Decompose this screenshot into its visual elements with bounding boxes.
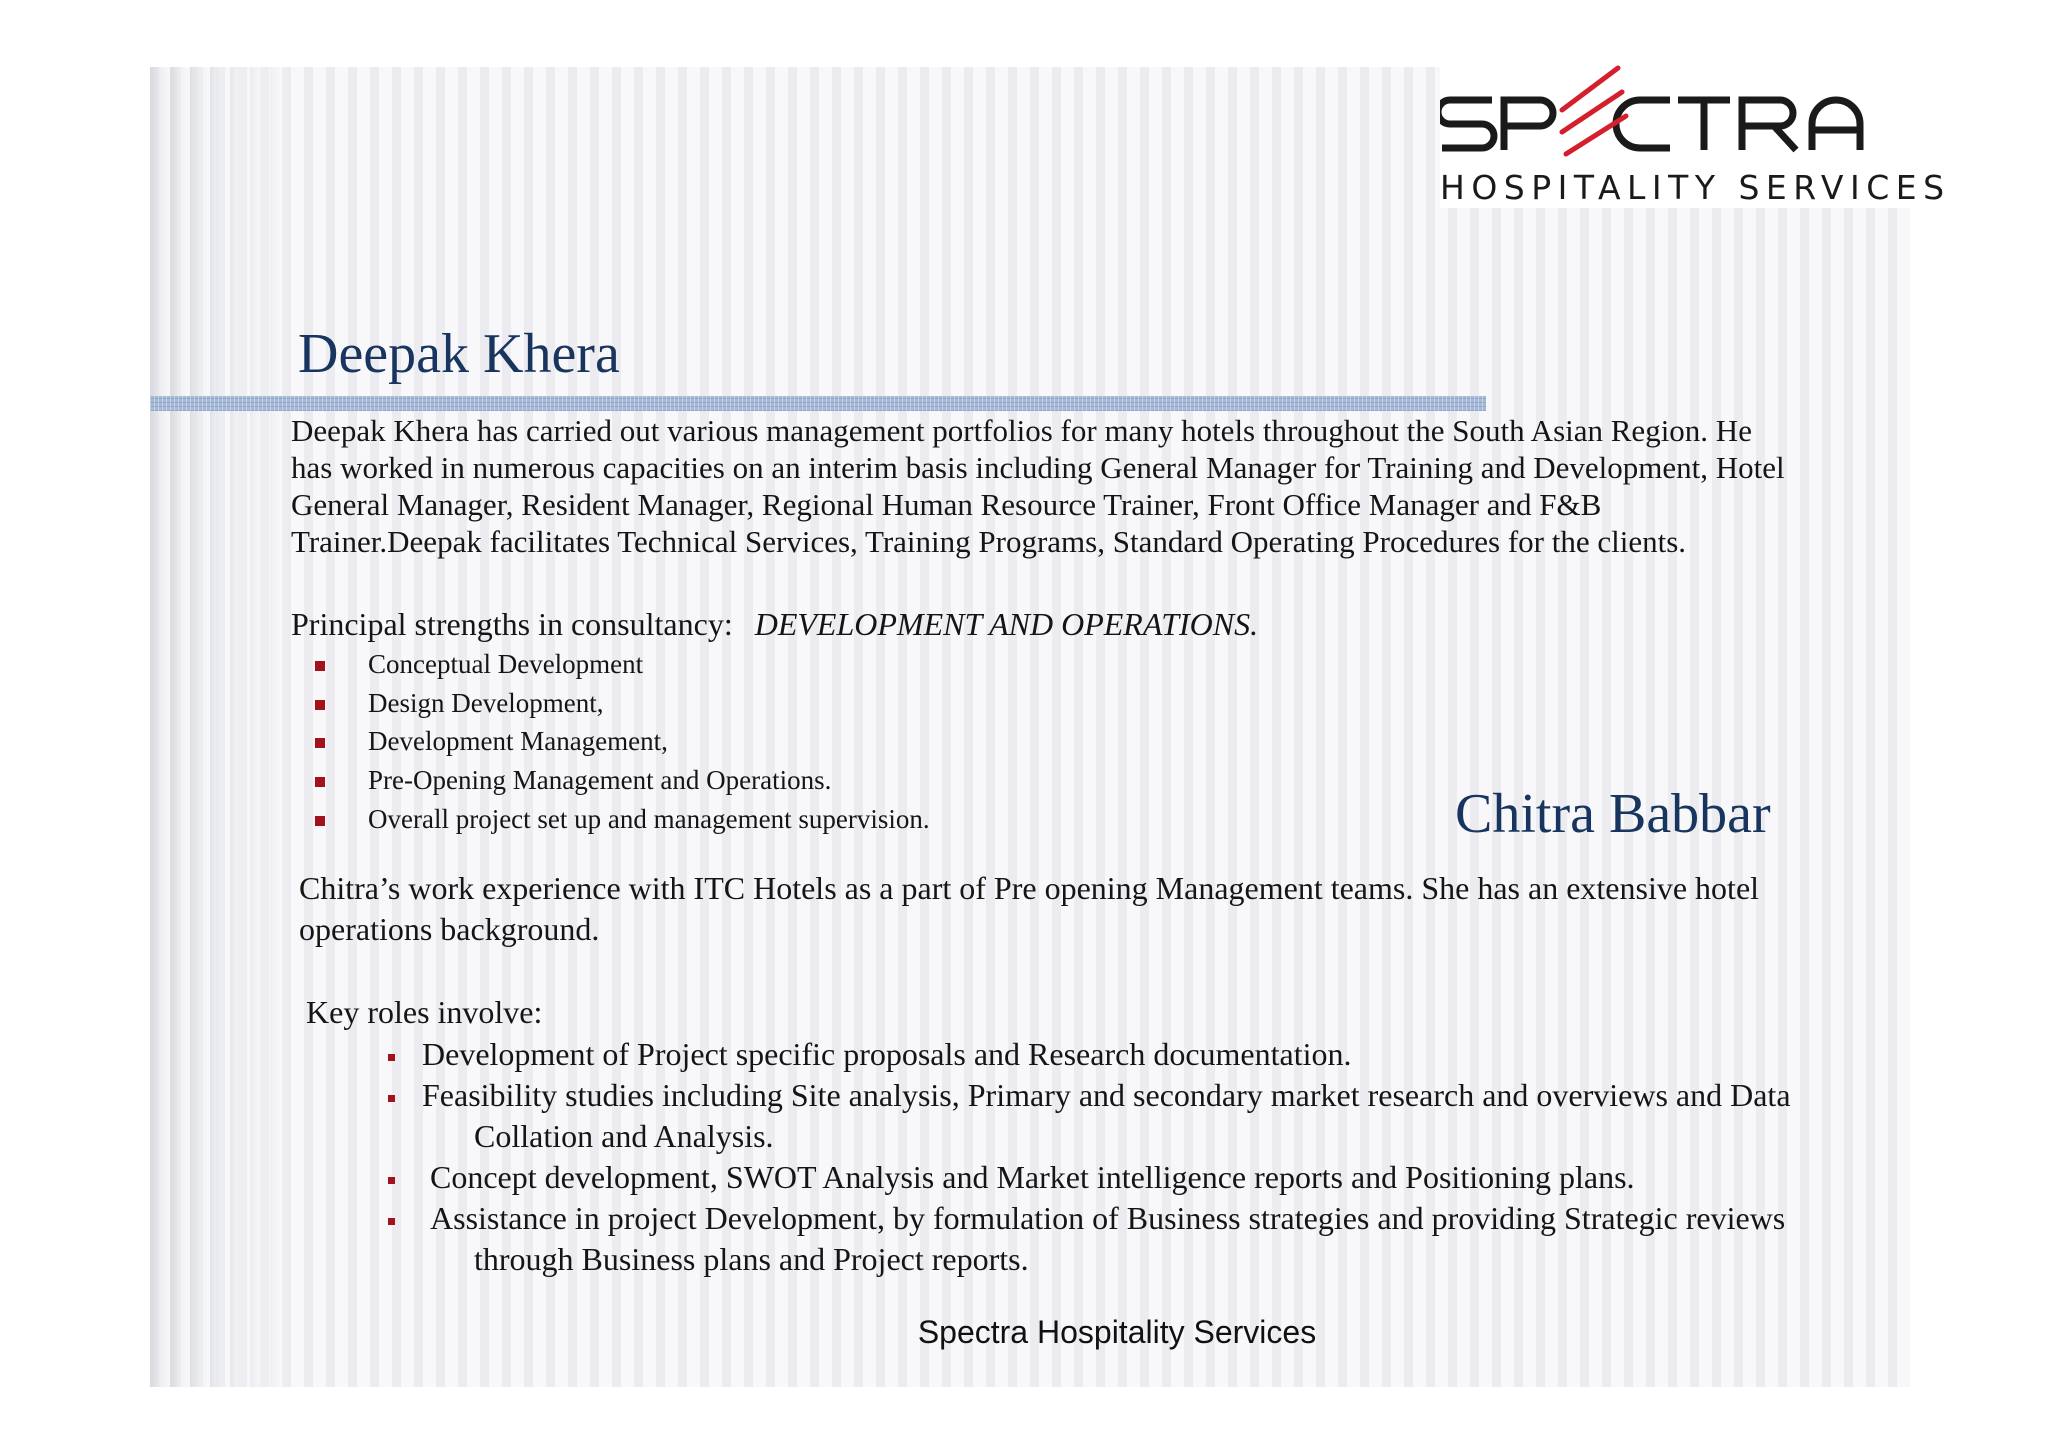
square-bullet-icon [388, 1177, 395, 1184]
strengths-list [312, 645, 930, 838]
footer-text: Spectra Hospitality Services [917, 1314, 1317, 1350]
list-item [312, 800, 930, 839]
list-item-text: Design Development, [368, 687, 604, 718]
profile-bio-deepak: Deepak Khera has carried out various management portfolios for many hotels throughout the South Asian Region. He has worked in numerous capacities on an interim basis including General Manager for Training and Development, Hotel General Manager, Resident Manager, Regional Human Resource Trainer, Front Office Manager and F&B Trainer.Deepak facilitates Technical Services, Training Programs, Standard Operating Procedures for the clients. [291, 413, 1785, 559]
list-item-continuation: Collation and Analysis. [474, 1118, 774, 1154]
list-item [312, 761, 930, 800]
list-item [380, 1198, 1880, 1280]
list-item-text: Conceptual Development [368, 649, 644, 679]
section-divider [150, 396, 1486, 411]
list-item [312, 645, 930, 684]
logo-tagline: HOSPITALITY SERVICES [1440, 168, 1951, 207]
spectra-logo [1440, 58, 1951, 208]
strengths-label: Principal strengths in consultancy: [291, 606, 733, 642]
list-item-text: Assistance in project Development, by formulation of Business strategies and providing Strategic reviews [430, 1200, 1786, 1236]
list-item [380, 1157, 1880, 1198]
square-bullet-icon [315, 661, 325, 671]
square-bullet-icon [315, 738, 325, 748]
square-bullet-icon [388, 1218, 395, 1225]
list-item-continuation: through Business plans and Project reports. [474, 1241, 1029, 1277]
list-item [312, 684, 930, 723]
spectra-wordmark-icon [1440, 58, 1910, 168]
profile-bio-chitra: Chitra’s work experience with ITC Hotels as a part of Pre opening Management teams. She has an extensive hotel operations background. [299, 870, 1760, 947]
profile-name-deepak: Deepak Khera [298, 323, 620, 385]
list-item [380, 1075, 1880, 1157]
list-item-text: Development Management, [368, 726, 668, 757]
list-item-text: Development of Project specific proposals and Research documentation. [422, 1036, 1352, 1072]
roles-label: Key roles involve: [306, 994, 543, 1030]
list-item-text: Feasibility studies including Site analysis, Primary and secondary market research and overviews and Data [422, 1077, 1791, 1113]
square-bullet-icon [315, 816, 325, 826]
profile-name-chitra: Chitra Babbar [1455, 783, 1771, 845]
list-item-text: Concept development, SWOT Analysis and Market intelligence reports and Positioning plans. [430, 1159, 1635, 1195]
roles-list [380, 1034, 1880, 1280]
strengths-focus: DEVELOPMENT AND OPERATIONS. [754, 606, 1259, 642]
square-bullet-icon [388, 1095, 395, 1102]
square-bullet-icon [388, 1054, 395, 1061]
strengths-line [291, 604, 1258, 644]
list-item-text: Overall project set up and management supervision. [368, 803, 930, 834]
list-item-text: Pre-Opening Management and Operations. [368, 765, 832, 796]
list-item [380, 1034, 1880, 1075]
square-bullet-icon [315, 777, 325, 787]
square-bullet-icon [315, 700, 325, 710]
list-item [312, 722, 930, 761]
